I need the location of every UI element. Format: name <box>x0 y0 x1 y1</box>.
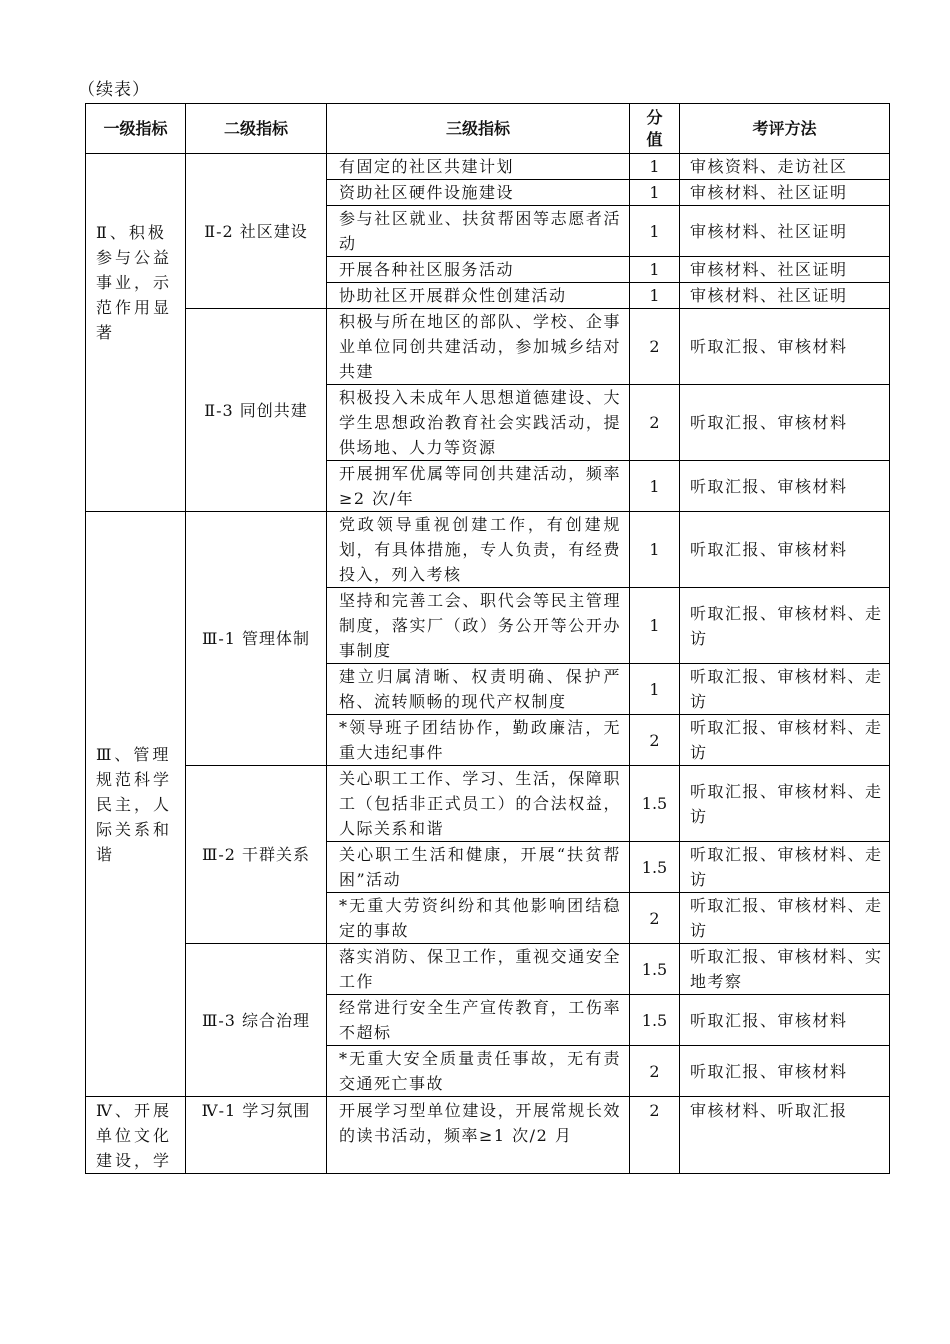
level3-cell: 关心职工生活和健康，开展“扶贫帮困”活动 <box>327 842 630 893</box>
level3-cell: 开展拥军优属等同创共建活动，频率≥2 次/年 <box>327 461 630 512</box>
method-cell: 审核材料、社区证明 <box>680 206 890 257</box>
score-cell: 1 <box>630 180 680 206</box>
header-level1: 一级指标 <box>86 104 186 154</box>
level2-cell: Ⅱ-3 同创共建 <box>186 309 327 512</box>
score-cell: 2 <box>630 385 680 461</box>
score-cell: 1.5 <box>630 842 680 893</box>
level3-cell: 建立归属清晰、权责明确、保护严格、流转顺畅的现代产权制度 <box>327 664 630 715</box>
level1-cell: Ⅲ、管理规范科学民主，人际关系和谐 <box>86 512 186 1097</box>
score-cell: 1 <box>630 461 680 512</box>
method-cell: 审核材料、社区证明 <box>680 283 890 309</box>
method-cell: 听取汇报、审核材料、走访 <box>680 588 890 664</box>
table-row <box>86 154 890 180</box>
method-cell: 审核资料、走访社区 <box>680 154 890 180</box>
method-cell: 听取汇报、审核材料 <box>680 1046 890 1097</box>
method-cell: 听取汇报、审核材料 <box>680 995 890 1046</box>
method-cell: 听取汇报、审核材料、实地考察 <box>680 944 890 995</box>
method-cell: 听取汇报、审核材料 <box>680 512 890 588</box>
method-cell: 听取汇报、审核材料 <box>680 385 890 461</box>
method-cell: 听取汇报、审核材料、走访 <box>680 664 890 715</box>
score-cell: 2 <box>630 715 680 766</box>
table-row <box>86 944 890 995</box>
score-cell: 1 <box>630 283 680 309</box>
level3-cell: 开展各种社区服务活动 <box>327 257 630 283</box>
level3-cell: *无重大劳资纠纷和其他影响团结稳定的事故 <box>327 893 630 944</box>
method-cell: 听取汇报、审核材料、走访 <box>680 893 890 944</box>
table-caption: （续表） <box>78 80 150 100</box>
level2-cell: Ⅲ-1 管理体制 <box>186 512 327 766</box>
method-cell: 审核材料、听取汇报 <box>680 1097 890 1174</box>
level3-cell: 落实消防、保卫工作，重视交通安全工作 <box>327 944 630 995</box>
level2-cell: Ⅲ-3 综合治理 <box>186 944 327 1097</box>
level2-cell: Ⅱ-2 社区建设 <box>186 154 327 309</box>
score-cell: 1 <box>630 588 680 664</box>
score-cell: 1 <box>630 664 680 715</box>
level3-cell: 参与社区就业、扶贫帮困等志愿者活动 <box>327 206 630 257</box>
score-cell: 2 <box>630 309 680 385</box>
level3-cell: 积极投入未成年人思想道德建设、大学生思想政治教育社会实践活动，提供场地、人力等资源 <box>327 385 630 461</box>
table-row <box>86 512 890 588</box>
method-cell: 审核材料、社区证明 <box>680 257 890 283</box>
method-cell: 听取汇报、审核材料、走访 <box>680 715 890 766</box>
evaluation-table <box>85 103 890 1174</box>
score-cell: 1 <box>630 206 680 257</box>
table-header-row <box>86 104 890 154</box>
score-cell: 1.5 <box>630 995 680 1046</box>
method-cell: 听取汇报、审核材料、走访 <box>680 766 890 842</box>
level3-cell: 关心职工工作、学习、生活，保障职工（包括非正式员工）的合法权益，人际关系和谐 <box>327 766 630 842</box>
score-cell: 2 <box>630 1097 680 1174</box>
score-cell: 1.5 <box>630 766 680 842</box>
level3-cell: 积极与所在地区的部队、学校、企事业单位同创共建活动，参加城乡结对共建 <box>327 309 630 385</box>
method-cell: 审核材料、社区证明 <box>680 180 890 206</box>
level3-cell: *领导班子团结协作，勤政廉洁，无重大违纪事件 <box>327 715 630 766</box>
level1-cell: Ⅳ、开展单位文化建设，学 <box>86 1097 186 1174</box>
level3-cell: 有固定的社区共建计划 <box>327 154 630 180</box>
level3-cell: 坚持和完善工会、职代会等民主管理制度，落实厂（政）务公开等公开办事制度 <box>327 588 630 664</box>
table-row <box>86 766 890 842</box>
table-row <box>86 309 890 385</box>
header-method: 考评方法 <box>680 104 890 154</box>
method-cell: 听取汇报、审核材料 <box>680 309 890 385</box>
header-score: 分值 <box>630 104 680 154</box>
level3-cell: *无重大安全质量责任事故，无有责交通死亡事故 <box>327 1046 630 1097</box>
level2-cell: Ⅲ-2 干群关系 <box>186 766 327 944</box>
score-cell: 1.5 <box>630 944 680 995</box>
score-cell: 1 <box>630 257 680 283</box>
level3-cell: 协助社区开展群众性创建活动 <box>327 283 630 309</box>
table-row <box>86 1097 890 1174</box>
level3-cell: 党政领导重视创建工作，有创建规划，有具体措施，专人负责，有经费投入，列入考核 <box>327 512 630 588</box>
level3-cell: 经常进行安全生产宣传教育，工伤率不超标 <box>327 995 630 1046</box>
method-cell: 听取汇报、审核材料、走访 <box>680 842 890 893</box>
level3-cell: 开展学习型单位建设，开展常规长效的读书活动，频率≥1 次/2 月 <box>327 1097 630 1174</box>
header-level3: 三级指标 <box>327 104 630 154</box>
method-cell: 听取汇报、审核材料 <box>680 461 890 512</box>
header-level2: 二级指标 <box>186 104 327 154</box>
score-cell: 2 <box>630 893 680 944</box>
level1-cell: Ⅱ、积极参与公益事业，示范作用显著 <box>86 154 186 512</box>
score-cell: 2 <box>630 1046 680 1097</box>
score-cell: 1 <box>630 512 680 588</box>
level2-cell: Ⅳ-1 学习氛围 <box>186 1097 327 1174</box>
level3-cell: 资助社区硬件设施建设 <box>327 180 630 206</box>
score-cell: 1 <box>630 154 680 180</box>
